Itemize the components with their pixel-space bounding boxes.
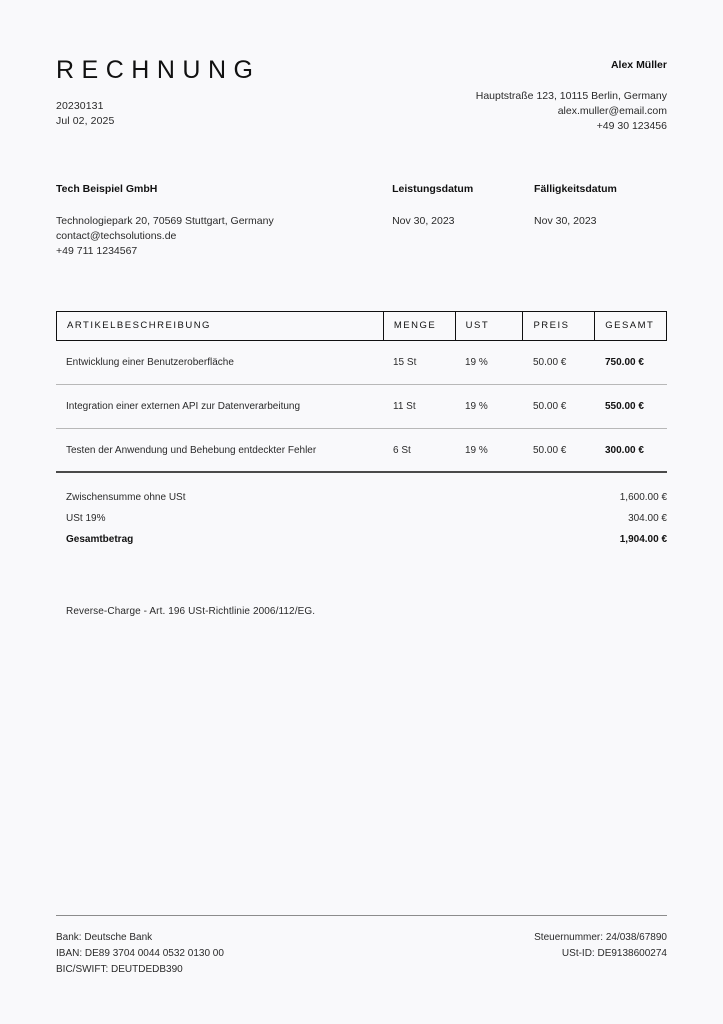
bank-name: Bank: Deutsche Bank bbox=[56, 932, 153, 943]
grand-total-value: 1,904.00 € bbox=[619, 534, 667, 545]
reverse-charge-note: Reverse-Charge - Art. 196 USt-Richtlinie 2006/112/EG. bbox=[66, 606, 316, 617]
invoice-header bbox=[56, 0, 667, 134]
cell-description: Entwicklung einer Benutzeroberfläche bbox=[66, 357, 234, 368]
invoice-date: Jul 02, 2025 bbox=[56, 115, 115, 127]
grand-total-label: Gesamtbetrag bbox=[66, 534, 134, 545]
bank-details bbox=[56, 930, 224, 978]
column-header-price: PREIS bbox=[522, 311, 594, 341]
column-header-quantity: MENGE bbox=[383, 311, 455, 341]
due-date-value: Nov 30, 2023 bbox=[534, 215, 597, 227]
sender-address: Hauptstraße 123, 10115 Berlin, Germany bbox=[475, 90, 667, 102]
client-email: contact@techsolutions.de bbox=[56, 230, 177, 242]
invoice-number: 20230131 bbox=[56, 100, 104, 112]
client-name: Tech Beispiel GmbH bbox=[56, 183, 158, 195]
page-title: RECHNUNG bbox=[56, 56, 261, 84]
bank-bic: BIC/SWIFT: DEUTDEDB390 bbox=[56, 964, 183, 975]
invoice-footer bbox=[56, 915, 667, 978]
sender-name: Alex Müller bbox=[610, 59, 667, 71]
vat-value: 304.00 € bbox=[628, 513, 667, 524]
tax-details bbox=[534, 930, 667, 978]
sender-email: alex.muller@email.com bbox=[557, 105, 667, 117]
sender-block bbox=[374, 58, 667, 134]
line-items-table bbox=[56, 311, 667, 473]
cell-description: Testen der Anwendung und Behebung entdeckter Fehler bbox=[66, 444, 317, 456]
cell-total: 550.00 € bbox=[605, 401, 644, 412]
cell-total: 300.00 € bbox=[605, 444, 644, 456]
column-header-total: GESAMT bbox=[594, 311, 666, 341]
client-phone: +49 711 1234567 bbox=[56, 245, 138, 257]
subtotal-row bbox=[56, 487, 667, 508]
subtotal-label: Zwischensumme ohne USt bbox=[66, 492, 186, 503]
subtotal-value: 1,600.00 € bbox=[619, 492, 667, 503]
cell-price: 50.00 € bbox=[533, 401, 567, 412]
table-row bbox=[56, 429, 667, 473]
tax-number: Steuernummer: 24/038/67890 bbox=[534, 932, 667, 943]
cell-price: 50.00 € bbox=[533, 357, 567, 368]
cell-quantity: 6 St bbox=[393, 444, 411, 456]
client-address: Technologiepark 20, 70569 Stuttgart, Germany bbox=[56, 215, 274, 227]
totals-section bbox=[56, 487, 667, 550]
cell-description: Integration einer externen API zur Datenverarbeitung bbox=[66, 401, 301, 412]
table-header-row bbox=[56, 311, 667, 341]
column-header-vat: UST bbox=[455, 311, 523, 341]
table-row bbox=[56, 341, 667, 385]
column-header-description: ARTIKELBESCHREIBUNG bbox=[67, 320, 211, 331]
client-block bbox=[56, 182, 392, 259]
service-date-value: Nov 30, 2023 bbox=[392, 215, 455, 227]
invoice-title-block bbox=[56, 58, 362, 129]
cell-price: 50.00 € bbox=[533, 444, 567, 456]
bank-iban: IBAN: DE89 3704 0044 0532 0130 00 bbox=[56, 948, 224, 959]
cell-vat: 19 % bbox=[465, 401, 488, 412]
service-date-column bbox=[392, 182, 525, 229]
vat-label: USt 19% bbox=[66, 513, 106, 524]
service-date-label: Leistungsdatum bbox=[392, 183, 474, 195]
table-row bbox=[56, 385, 667, 429]
parties-and-dates bbox=[56, 182, 667, 259]
sender-phone: +49 30 123456 bbox=[596, 120, 667, 132]
grand-total-row bbox=[56, 529, 667, 550]
due-date-column bbox=[525, 182, 667, 229]
vat-id: USt-ID: DE9138600274 bbox=[561, 948, 667, 959]
cell-quantity: 11 St bbox=[393, 401, 416, 412]
due-date-label: Fälligkeitsdatum bbox=[534, 183, 617, 195]
cell-total: 750.00 € bbox=[605, 357, 644, 368]
cell-vat: 19 % bbox=[465, 357, 488, 368]
cell-vat: 19 % bbox=[465, 444, 488, 456]
vat-row bbox=[56, 508, 667, 529]
cell-quantity: 15 St bbox=[393, 357, 417, 368]
dates-block bbox=[392, 182, 667, 229]
